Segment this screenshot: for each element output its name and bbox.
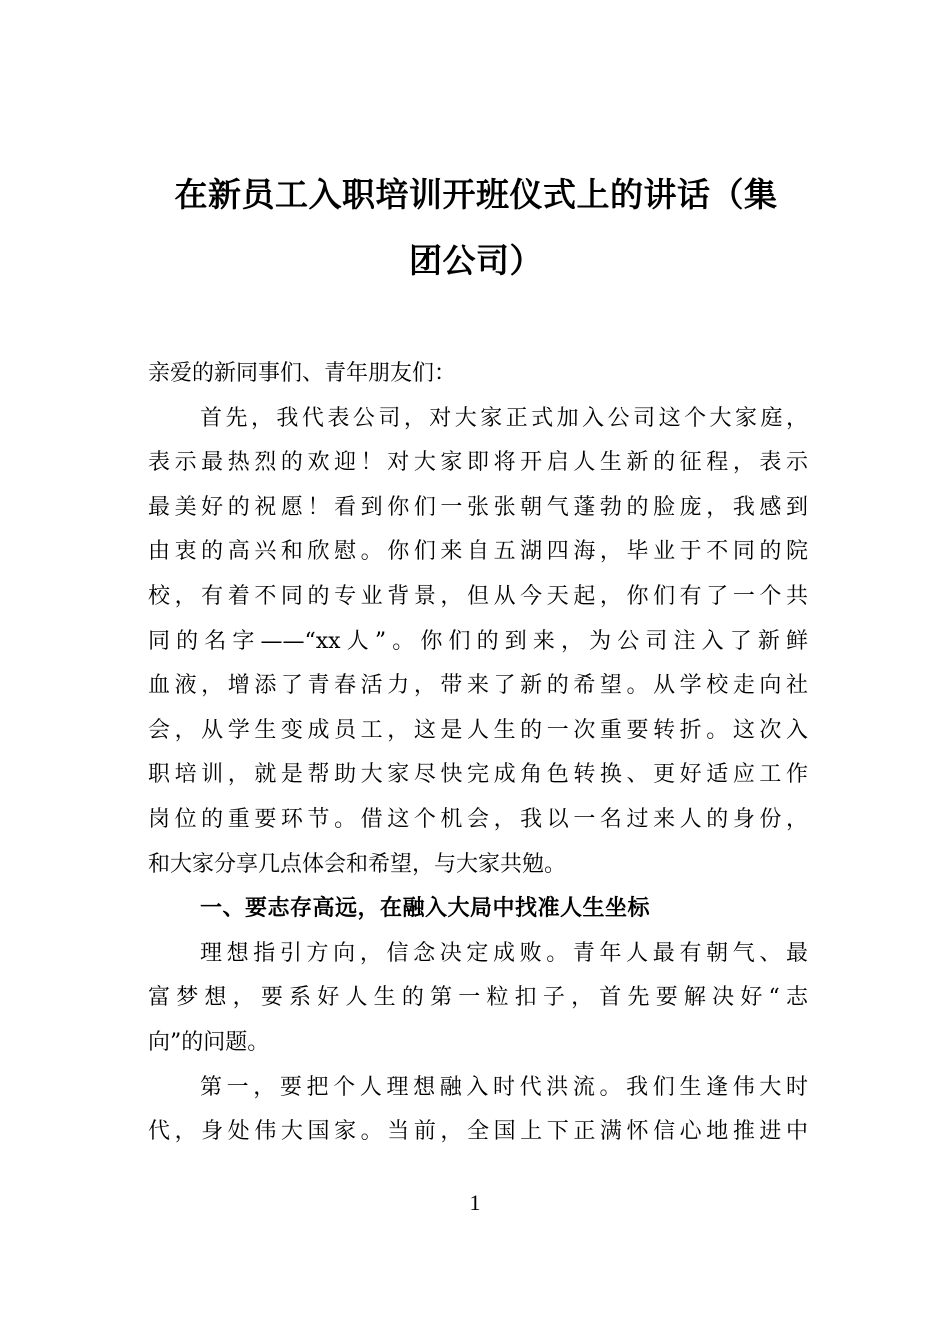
salutation: 亲爱的新同事们、青年朋友们：: [148, 361, 457, 386]
paragraph-line: 职培训，就是帮助大家尽快完成角色转换、更好适应工作: [148, 762, 808, 788]
paragraph-line: 校，有着不同的专业背景，但从今天起，你们有了一个共: [148, 583, 808, 609]
paragraph-line: 岗位的重要环节。借这个机会，我以一名过来人的身份，: [148, 806, 808, 832]
title-line-1: 在新员工入职培训开班仪式上的讲话（集: [174, 175, 778, 214]
title-line-2: 团公司）: [409, 241, 543, 280]
document-body: [148, 352, 808, 1155]
paragraph-first-point: [148, 1066, 808, 1155]
paragraph-line: 表示最热烈的欢迎！对大家即将开启人生新的征程，表示: [148, 450, 808, 476]
paragraph-line: 最美好的祝愿！看到你们一张张朝气蓬勃的脸庞，我感到: [148, 494, 808, 520]
paragraph-ideals: [148, 932, 808, 1066]
paragraph-line: 由衷的高兴和欣慰。你们来自五湖四海，毕业于不同的院: [148, 539, 808, 565]
paragraph-line: 理想指引方向，信念决定成败。青年人最有朝气、最: [200, 940, 808, 966]
paragraph-line: 第一，要把个人理想融入时代洪流。我们生逢伟大时: [200, 1074, 808, 1100]
paragraph-line: 血液，增添了青春活力，带来了新的希望。从学校走向社: [148, 673, 808, 699]
paragraph-line: 和大家分享几点体会和希望，与大家共勉。: [148, 851, 567, 877]
section-heading-1: 一、要志存高远，在融入大局中找准人生坐标: [200, 896, 651, 922]
paragraph-line: 首先，我代表公司，对大家正式加入公司这个大家庭，: [200, 405, 808, 431]
paragraph-line: 会，从学生变成员工，这是人生的一次重要转折。这次入: [148, 717, 808, 743]
paragraph-line: 向”的问题。: [148, 1029, 270, 1055]
paragraph-line: 富梦想，要系好人生的第一粒扣子，首先要解决好“志: [148, 985, 808, 1011]
page-number: 1: [469, 1190, 481, 1215]
paragraph-line: 代，身处伟大国家。当前，全国上下正满怀信心地推进中: [148, 1119, 808, 1145]
document-title: [148, 162, 804, 294]
paragraph-line: 同的名字——“xx人”。你们的到来，为公司注入了新鲜: [148, 628, 808, 654]
paragraph-welcome: [148, 397, 808, 888]
